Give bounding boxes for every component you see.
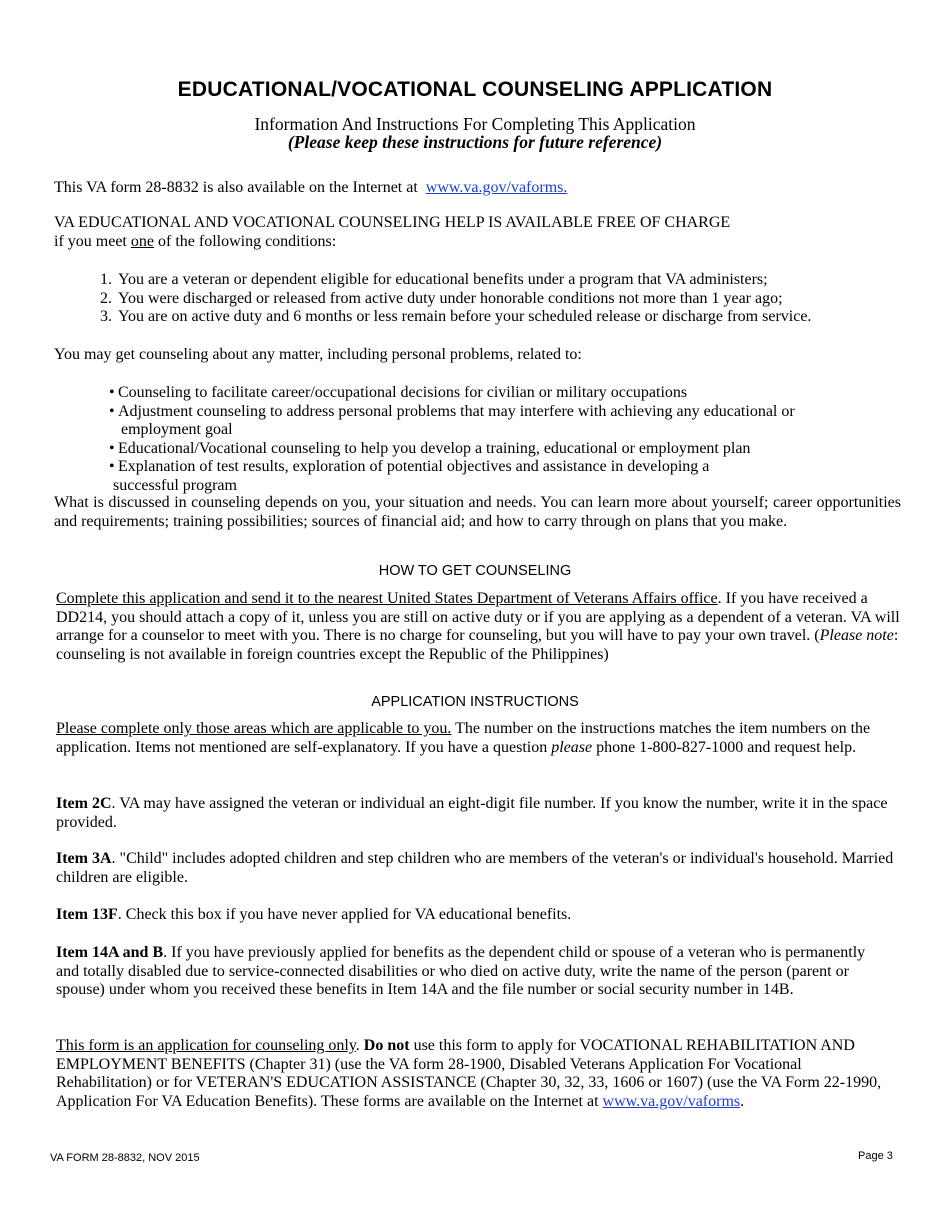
item-13f: Item 13F. Check this box if you have never applied for VA educational benefits. (56, 906, 572, 923)
bullet-item: • Adjustment counseling to address personal problems that may interfere with achieving any educational or employment goal (109, 402, 795, 438)
vaforms-link[interactable]: www.va.gov/vaforms. (425, 179, 568, 196)
instructions-paragraph: Please complete only those areas which are applicable to you. The number on the instructions matches the item numbers on the application. Items not mentioned are self-explanatory. If you have a question please phone 1-800-827-1000 and request help. (56, 720, 871, 756)
form-id: VA FORM 28-8832, NOV 2015 (50, 1152, 200, 1164)
free-line-1: VA EDUCATIONAL AND VOCATIONAL COUNSELING HELP IS AVAILABLE FREE OF CHARGE (54, 214, 731, 231)
page-number: Page 3 (858, 1150, 893, 1162)
instructions-heading: APPLICATION INSTRUCTIONS (371, 694, 579, 710)
item-14ab: Item 14A and B. If you have previously applied for benefits as the dependent child or spouse of a veteran who is permanently and totally disabled due to service-connected disabilities or who died on active duty, write the name of the person (parent or spouse) under whom you received these benefits in Item 14A and the file number or social security number in 14B. (56, 944, 866, 998)
condition-item: 2. You were discharged or released from active duty under honorable conditions not more than 1 year ago; (100, 289, 783, 307)
vaforms-link-closing[interactable]: www.va.gov/vaforms (602, 1092, 741, 1110)
page-subtitle-note: (Please keep these instructions for future reference) (287, 132, 663, 152)
bullet-item: • Educational/Vocational counseling to help you develop a training, educational or employment plan (109, 439, 751, 457)
bullet-item: • Counseling to facilitate career/occupational decisions for civilian or military occupations (109, 384, 688, 401)
how-to-paragraph: Complete this application and send it to the nearest United States Department of Veterans Affairs office. If you have received a DD214, you should attach a copy of it, unless you are still on active duty or if you are applying as a dependent of a veteran. VA will arrange for a counselor to meet with you. There is no charge for counseling, but you will have to pay your own travel. (Please note: counseling is not available in foreign countries except the Republic of the Philippines) (56, 590, 900, 663)
bullet-item: • Explanation of test results, exploration of potential objectives and assistance in developing a successful program (109, 458, 710, 494)
availability-text: This VA form 28-8832 is also available on the Internet at (54, 179, 418, 196)
condition-item: 1. You are a veteran or dependent eligible for educational benefits under a program that VA administers; (100, 271, 768, 288)
item-2c: Item 2C. VA may have assigned the veteran or individual an eight-digit file number. If you know the number, write it in the space provided. (56, 795, 888, 831)
page-subtitle: Information And Instructions For Completing This Application (254, 114, 696, 134)
item-3a: Item 3A. "Child" includes adopted children and step children who are members of the veteran's or individual's household. Married children are eligible. (56, 850, 894, 886)
page-title: EDUCATIONAL/VOCATIONAL COUNSELING APPLICATION (177, 78, 773, 101)
how-to-heading: HOW TO GET COUNSELING (378, 563, 572, 579)
free-of-charge-notice (54, 214, 914, 251)
free-line-2: if you meet one of the following conditions: (54, 232, 337, 250)
condition-item: 3. You are on active duty and 6 months or less remain before your scheduled release or discharge from service. (100, 308, 812, 325)
counseling-bullets (109, 384, 909, 495)
counseling-lead: You may get counseling about any matter, including personal problems, related to: (54, 346, 582, 363)
counseling-discussed: What is discussed in counseling depends on you, your situation and needs. You can learn more about yourself; career opportunities and requirements; training possibilities; sources of financial aid; and how to carry through on plans that you make. (54, 494, 901, 530)
conditions-list (90, 271, 910, 327)
closing-paragraph: This form is an application for counseling only. Do not use this form to apply for VOCATIONAL REHABILITATION AND EMPLOYMENT BENEFITS (Chapter 31) (use the VA form 28-1900, Disabled Veterans Application For Vocational Rehabilitation) or for VETERAN'S EDUCATION ASSISTANCE (Chapter 30, 32, 33, 1606 or 1607) (use the VA Form 22-1990, Application For VA Education Benefits). These forms are available on the Internet at www.va.gov/vaforms. (56, 1037, 882, 1110)
availability-line (54, 179, 914, 198)
one-emphasis: one (130, 232, 154, 250)
